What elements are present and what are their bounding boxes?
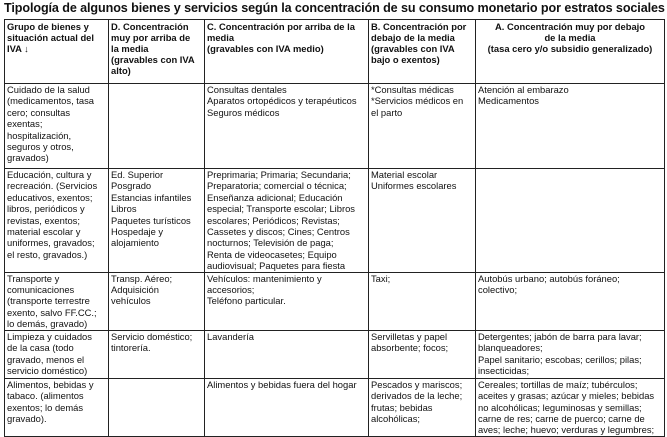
a-cell: Cereales; tortillas de maíz; tubérculos; aceites y grasas; azúcar y mieles; bebidas no alcohólicas; leguminosas y semillas; carne de res; carne de puerco; carne de aves; leche; huevo; verduras y legumbres;	[476, 378, 665, 436]
d-cell	[109, 378, 205, 436]
c-cell: Preprimaria; Primaria; Secundaria; Preparatoria; comercial o técnica; Enseñanza adicional; Educación especial; Transporte escolar; Libros escolares; Periódicos; Revistas; Cassetes y discos; Cines; Centros nocturnos; Televisión de paga; Renta de videocasetes; Equipo audiovisual; Paquetes para fiesta	[205, 169, 369, 273]
c-cell: Vehículos: mantenimiento y accesorios; Teléfono particular.	[205, 272, 369, 330]
header-d: D. Concentración muy por arriba de la media (gravables con IVA alto)	[109, 20, 205, 84]
b-cell: Taxi;	[369, 272, 476, 330]
goods-services-table	[4, 19, 665, 437]
d-cell: Transp. Aéreo; Adquisición vehículos	[109, 272, 205, 330]
a-cell: Detergentes; jabón de barra para lavar; blanqueadores; Papel sanitario; escobas; cerillos; pilas; insecticidas;	[476, 330, 665, 378]
b-cell: Pescados y mariscos; derivados de la leche; frutas; bebidas alcohólicas;	[369, 378, 476, 436]
d-cell: Ed. Superior Posgrado Estancias infantiles Libros Paquetes turísticos Hospedaje y alojamiento	[109, 169, 205, 273]
table-row	[5, 378, 665, 436]
header-a: A. Concentración muy por debajo de la media (tasa cero y/o subsidio generalizado)	[476, 20, 665, 84]
table-row	[5, 330, 665, 378]
group-cell: Limpieza y cuidados de la casa (todo gravado, menos el servicio doméstico)	[5, 330, 109, 378]
b-cell: *Consultas médicas *Servicios médicos en el parto	[369, 84, 476, 169]
a-cell	[476, 169, 665, 273]
group-cell: Cuidado de la salud (medicamentos, tasa cero; consultas exentas; hospitalización, seguros y otros, gravados)	[5, 84, 109, 169]
header-b: B. Concentración por debajo de la media (gravables con IVA bajo o exentos)	[369, 20, 476, 84]
table-row	[5, 169, 665, 273]
group-cell: Educación, cultura y recreación. (Servicios educativos, exentos; libros, periódicos y revistas, exentos; material escolar y uniformes, gravados; el resto, gravados.)	[5, 169, 109, 273]
table-row	[5, 84, 665, 169]
c-cell: Consultas dentales Aparatos ortopédicos y terapéuticos Seguros médicos	[205, 84, 369, 169]
header-group: Grupo de bienes y situación actual del IVA ↓	[5, 20, 109, 84]
c-cell: Alimentos y bebidas fuera del hogar	[205, 378, 369, 436]
header-c: C. Concentración por arriba de la media (gravables con IVA medio)	[205, 20, 369, 84]
a-cell: Autobús urbano; autobús foráneo; colectivo;	[476, 272, 665, 330]
header-row	[5, 20, 665, 84]
d-cell	[109, 84, 205, 169]
table-row	[5, 272, 665, 330]
a-cell: Atención al embarazo Medicamentos	[476, 84, 665, 169]
c-cell: Lavandería	[205, 330, 369, 378]
d-cell: Servicio doméstico; tintorería.	[109, 330, 205, 378]
group-cell: Alimentos, bebidas y tabaco. (alimentos exentos; lo demás gravado).	[5, 378, 109, 436]
group-cell: Transporte y comunicaciones (transporte terrestre exento, salvo FF.CC.; lo demás, gravado)	[5, 272, 109, 330]
b-cell: Material escolar Uniformes escolares	[369, 169, 476, 273]
page-title: Tipología de algunos bienes y servicios según la concentración de su consumo monetario por estratos sociales	[4, 1, 665, 15]
b-cell: Servilletas y papel absorbente; focos;	[369, 330, 476, 378]
